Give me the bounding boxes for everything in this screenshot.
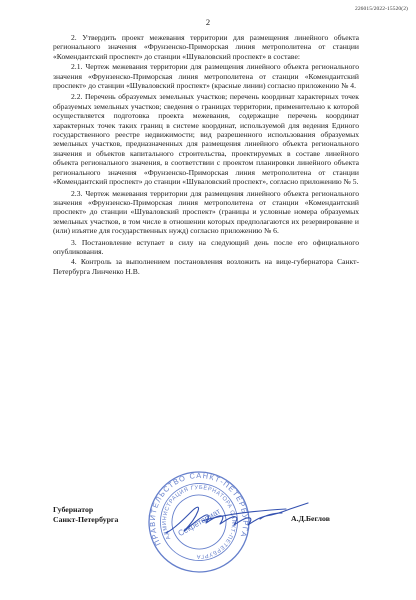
document-number: 226015/2022-15520(2) [354,6,408,12]
seal-outer-text: ПРАВИТЕЛЬСТВО САНКТ-ПЕТЕРБУРГА [147,470,251,548]
paragraph-2-1: 2.1. Чертеж межевания территории для размещения линейного объекта регионального значения «Фрунзенско-Приморская линия метрополитена от станции «Комендантский проспект» до станции «Шуваловский проспект» (красные линии) согласно приложению № 4. [53,62,359,91]
paragraph-2-2: 2.2. Перечень образуемых земельных участков; перечень координат характерных точек образуемых земельных участков; сведения о границах территории, применительно к которой осуществляется подготовка проекта межевания, содержащие перечень координат характерных точек таких границ в системе координат, используемой для ведения Единого государственного реестре недвижимости; вид разрешенного использования образуемых земельных участков, предназначенных для размещения линейного объекта регионального значения и объектов капитального строительства, проектируемых в составе линейного объекта регионального значения, в соответствии с проектом планировки линейного объекта регионального значения «Фрунзенско-Приморская линия метрополитена от станции «Комендантский проспект» до станции «Шуваловский проспект», согласно приложению № 5. [53,92,359,187]
paragraph-4: 4. Контроль за выполнением постановления возложить на вице-губернатора Санкт-Петербурга Линченко Н.В. [53,257,359,276]
seal-center-text: Секретариат [176,506,222,539]
signatory-position-line-2: Санкт-Петербурга [53,514,119,524]
paragraph-2-3: 2.3. Чертеж межевания территории для размещения линейного объекта регионального значения «Фрунзенско-Приморская линия метрополитена от станции «Комендантский проспект» до станции «Шуваловский проспект» (границы и условные номера образуемых земельных участков, в том числе в отношении которых предполагаются их резервирование и (или) изъятие для государственных нужд) согласно приложению № 6. [53,188,359,236]
paragraph-2: 2. Утвердить проект межевания территории для размещения линейного объекта регионального значения «Фрунзенско-Приморская линия метрополитена от станции «Комендантский проспект» до станции «Шуваловский проспект» в составе: [53,33,359,61]
signatory-position [53,505,118,524]
paragraph-3: 3. Постановление вступает в силу на следующий день после его официального опубликования. [53,237,359,256]
signatory-name: А.Д.Беглов [291,514,330,523]
signatory-position-line-1: Губернатор [53,505,94,514]
document-body [53,33,359,277]
handwritten-signature [162,497,312,541]
page-number: 2 [205,17,211,27]
seal-inner-text: АДМИНИСТРАЦИЯ ГУБЕРНАТОРА САНКТ-ПЕТЕРБУРГА [161,484,237,560]
